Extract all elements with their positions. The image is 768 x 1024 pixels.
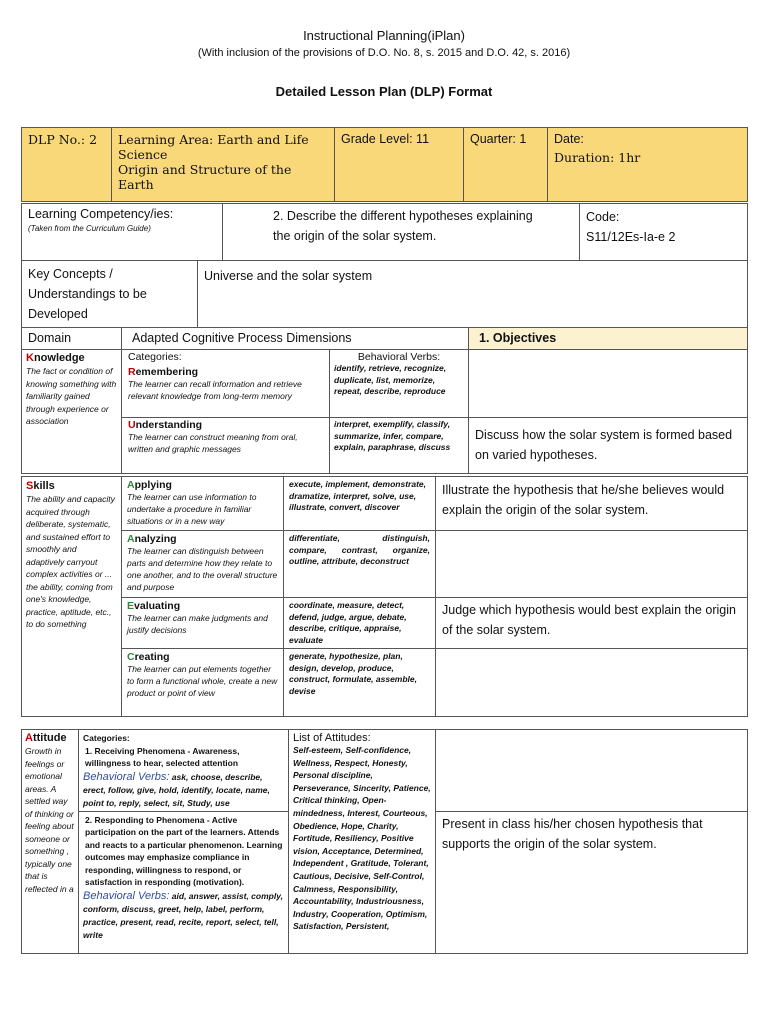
- skills-domain: Skills The ability and capacity acquired through deliberate, systematic, and sustained effort to smoothly and adaptively carryout complex activities or ... the ability, coming from one's knowledge, practice, aptitude, etc., to do something: [22, 477, 122, 717]
- skills-table: [21, 476, 748, 717]
- quarter: Quarter: 1: [464, 128, 548, 202]
- analyzing-verbs: differentiate, distinguish, compare, contrast, organize, outline, attribute, deconstruct: [284, 531, 436, 598]
- document-subtitle: (With inclusion of the provisions of D.O. No. 8, s. 2015 and D.O. 42, s. 2016): [197, 47, 571, 59]
- competency-code: Code: S11/12Es-Ia-e 2: [580, 204, 748, 261]
- key-concepts-label: Key Concepts / Understandings to be Developed: [22, 261, 198, 328]
- objectives-header: 1. Objectives: [469, 328, 748, 350]
- domain-header: Domain: [22, 328, 122, 350]
- applying-verbs: execute, implement, demonstrate, dramatize, interpret, solve, use, illustrate, convert, discover: [284, 477, 436, 531]
- remembering-verbs: Behavioral Verbs: identify, retrieve, recognize, duplicate, list, memorize, repeat, describe, reproduce: [330, 350, 469, 418]
- attitude-objective-1: [436, 730, 748, 812]
- understanding-verbs: interpret, exemplify, classify, summarize, infer, compare, explain, paraphrase, discuss: [330, 418, 469, 474]
- key-concepts-text: Universe and the solar system: [198, 261, 748, 328]
- format-title: Detailed Lesson Plan (DLP) Format: [275, 84, 493, 99]
- creating-verbs: generate, hypothesize, plan, design, develop, produce, construct, formulate, assemble, devise: [284, 649, 436, 717]
- competency-knowledge-table: [21, 203, 748, 474]
- dlp-number: DLP No.: 2: [22, 128, 112, 202]
- dimensions-header: Adapted Cognitive Process Dimensions: [122, 328, 469, 350]
- learning-area: Learning Area: Earth and Life Science Origin and Structure of the Earth: [112, 128, 335, 202]
- applying-objective: Illustrate the hypothesis that he/she believes would explain the origin of the solar system.: [436, 477, 748, 531]
- attitude-list: List of Attitudes: Self-esteem, Self-confidence, Wellness, Respect, Honesty, Personal discipline, Perseverance, Sincerity, Patience, Critical thinking, Open-mindedness, Interest, Courteous, Obedience, Hope, Charity, Fortitude, Resiliency, Positive vision, Acceptance, Determined, Independent , Gratitude, Tolerant, Cautious, Decisive, Self-Control, Calmness, Responsibility, Accountability, Industriousness, Industry, Cooperation, Optimism, Satisfaction, Persistent,: [289, 730, 436, 954]
- analyzing-category: Analyzing The learner can distinguish between parts and determine how they relate to one another, and to the overall structure and purpose: [122, 531, 284, 598]
- evaluating-category: Evaluating The learner can make judgments and justify decisions: [122, 598, 284, 649]
- date-duration: Date: Duration: 1hr: [548, 128, 748, 202]
- evaluating-objective: Judge which hypothesis would best explain the origin of the solar system.: [436, 598, 748, 649]
- remembering-category: Categories: Remembering The learner can recall information and retrieve relevant knowledge from long-term memory: [122, 350, 330, 418]
- applying-category: Applying The learner can use information to undertake a procedure in familiar situations or in a new way: [122, 477, 284, 531]
- attitude-category-1: Categories: 1. Receiving Phenomena - Awareness, willingness to hear, selected attention Behavioral Verbs: ask, choose, describe, erect, follow, give, hold, identify, locate, name, point to, reply, select, sit, Study, use: [79, 730, 289, 812]
- understanding-category: Understanding The learner can construct meaning from oral, written and graphic messages: [122, 418, 330, 474]
- attitude-table: [21, 729, 748, 954]
- competency-text: 2. Describe the different hypotheses explaining the origin of the solar system.: [223, 204, 580, 261]
- competency-label: Learning Competency/ies: (Taken from the Curriculum Guide): [22, 204, 223, 261]
- lesson-info-table: [21, 127, 748, 202]
- evaluating-verbs: coordinate, measure, detect, defend, judge, argue, debate, describe, critique, appraise, evaluate: [284, 598, 436, 649]
- creating-objective: [436, 649, 748, 717]
- attitude-objective-2: Present in class his/her chosen hypothesis that supports the origin of the solar system.: [436, 811, 748, 953]
- remembering-objective: [469, 350, 748, 418]
- knowledge-domain: Knowledge The fact or condition of knowing something with familiarity gained through experience or association: [22, 350, 122, 474]
- document-title: Instructional Planning(iPlan): [303, 28, 465, 43]
- understanding-objective: Discuss how the solar system is formed based on varied hypotheses.: [469, 418, 748, 474]
- attitude-domain: Attitude Growth in feelings or emotional areas. A settled way of thinking or feeling about someone or something , typically one that is reflected in a: [22, 730, 79, 954]
- attitude-category-2: 2. Responding to Phenomena - Active participation on the part of the learners. Attends and reacts to a particular phenomenon. Learning outcomes may emphasize compliance in responding, willingness to respond, or satisfaction in responding (motivation). Behavioral Verbs: aid, answer, assist, comply, conform, discuss, greet, help, label, perform, practice, present, read, recite, report, select, tell, write: [79, 811, 289, 953]
- creating-category: Creating The learner can put elements together to form a functional whole, create a new product or point of view: [122, 649, 284, 717]
- grade-level: Grade Level: 11: [335, 128, 464, 202]
- analyzing-objective: [436, 531, 748, 598]
